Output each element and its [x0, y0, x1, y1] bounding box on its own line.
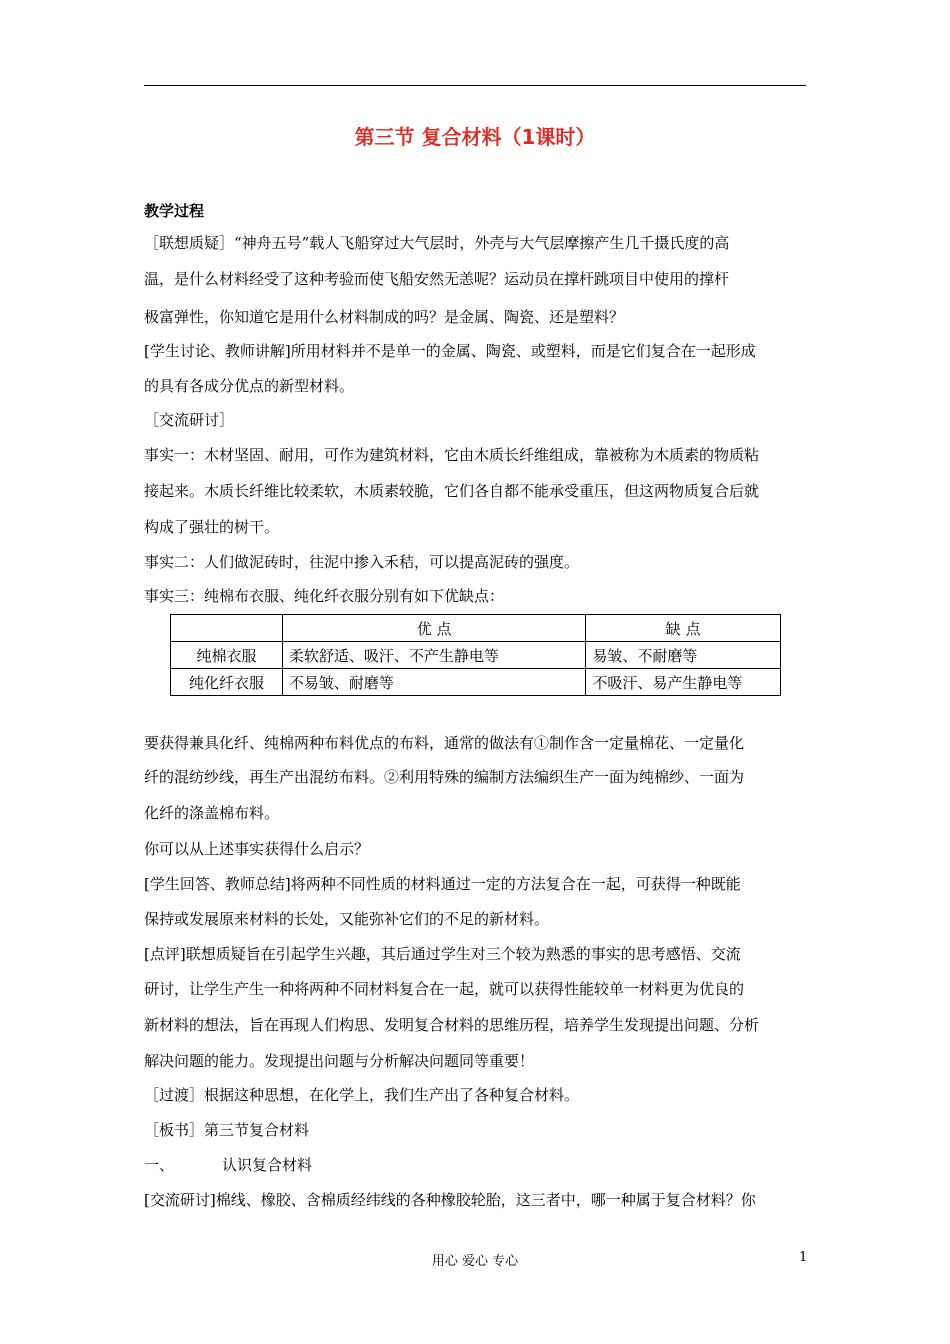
- header-rule: [144, 85, 806, 86]
- paragraph-line: [学生回答、教师总结]将两种不同性质的材料通过一定的方法复合在一起，可获得一种既能: [144, 875, 741, 893]
- paragraph-line: 的具有各成分优点的新型材料。: [144, 377, 355, 395]
- paragraph-line: 极富弹性，你知道它是用什么材料制成的吗？是金属、陶瓷、还是塑料？: [144, 308, 625, 326]
- paragraph-line: 你可以从上述事实获得什么启示？: [144, 840, 370, 858]
- paragraph-line: 化纤的涤盖棉布料。: [144, 804, 280, 822]
- table-header-cell: [171, 615, 283, 642]
- paragraph-line: 事实三：纯棉布衣服、纯化纤衣服分别有如下优缺点：: [144, 587, 505, 605]
- paragraph-line: 温，是什么材料经受了这种考验而使飞船安然无恙呢？运动员在撑杆跳项目中使用的撑杆: [144, 270, 730, 288]
- paragraph-line: 接起来。木质长纤维比较柔软，木质素较脆，它们各自都不能承受重压，但这两物质复合后就: [144, 482, 760, 500]
- page-number: 1: [799, 1250, 808, 1265]
- paragraph-line: 新材料的想法，旨在再现人们构思、发明复合材料的思维历程，培养学生发现提出问题、分析: [144, 1016, 760, 1034]
- list-item-text: 认识复合材料: [222, 1156, 313, 1174]
- list-marker: 一、: [144, 1156, 175, 1174]
- table-cell: 不易皱、耐磨等: [282, 669, 585, 696]
- table-header-row: [171, 615, 781, 642]
- paragraph-line: 纤的混纺纱线，再生产出混纺布料。②利用特殊的编制方法编织生产一面为纯棉纱、一面为: [144, 768, 745, 786]
- table-header-cell: 缺 点: [586, 615, 781, 642]
- paragraph-line: 保持或发展原来材料的长处，又能弥补它们的不足的新材料。: [144, 910, 550, 928]
- table-row: [171, 669, 781, 696]
- table-row: [171, 642, 781, 669]
- section-heading: 教学过程: [144, 202, 205, 220]
- page-footer: 用心 爱心 专心: [431, 1254, 519, 1269]
- list-item: [144, 1155, 814, 1175]
- paragraph-line: [学生讨论、教师讲解]所用材料并不是单一的金属、陶瓷、或塑料，而是它们复合在一起形成: [144, 342, 756, 360]
- paragraph-line: 构成了强壮的树干。: [144, 518, 280, 536]
- page-title: 第三节 复合材料（1课时）: [354, 125, 596, 149]
- table-cell: 易皱、不耐磨等: [586, 642, 781, 669]
- table-cell: 不吸汗、易产生静电等: [586, 669, 781, 696]
- paragraph-line: ［过渡］根据这种思想，在化学上，我们生产出了各种复合材料。: [144, 1086, 580, 1104]
- table-cell: 柔软舒适、吸汗、不产生静电等: [282, 642, 585, 669]
- table-header-cell: 优 点: [282, 615, 585, 642]
- paragraph-line: ［交流研讨］: [144, 411, 235, 429]
- paragraph-line: [交流研讨]棉线、橡胶、含棉质经纬线的各种橡胶轮胎，这三者中，哪一种属于复合材料？你: [144, 1191, 756, 1209]
- pros-cons-table: [170, 614, 781, 696]
- paragraph-line: 研讨，让学生产生一种将两种不同材料复合在一起，就可以获得性能较单一材料更为优良的: [144, 980, 745, 998]
- paragraph-line: ［板书］第三节复合材料: [144, 1121, 310, 1139]
- table-cell: 纯化纤衣服: [171, 669, 283, 696]
- paragraph-line: ［联想质疑］“神舟五号”载人飞船穿过大气层时，外壳与大气层摩擦产生几千摄氏度的高: [144, 234, 730, 252]
- paragraph-line: 要获得兼具化纤、纯棉两种布料优点的布料，通常的做法有①制作含一定量棉花、一定量化: [144, 734, 745, 752]
- paragraph-line: 事实一：木材坚固、耐用，可作为建筑材料，它由木质长纤维组成，靠被称为木质素的物质粘: [144, 446, 760, 464]
- paragraph-line: [点评]联想质疑旨在引起学生兴趣，其后通过学生对三个较为熟悉的事实的思考感悟、交流: [144, 945, 741, 963]
- table-cell: 纯棉衣服: [171, 642, 283, 669]
- paragraph-line: 解决问题的能力。发现提出问题与分析解决问题同等重要！: [144, 1052, 535, 1070]
- paragraph-line: 事实二：人们做泥砖时，往泥中掺入禾秸，可以提高泥砖的强度。: [144, 553, 580, 571]
